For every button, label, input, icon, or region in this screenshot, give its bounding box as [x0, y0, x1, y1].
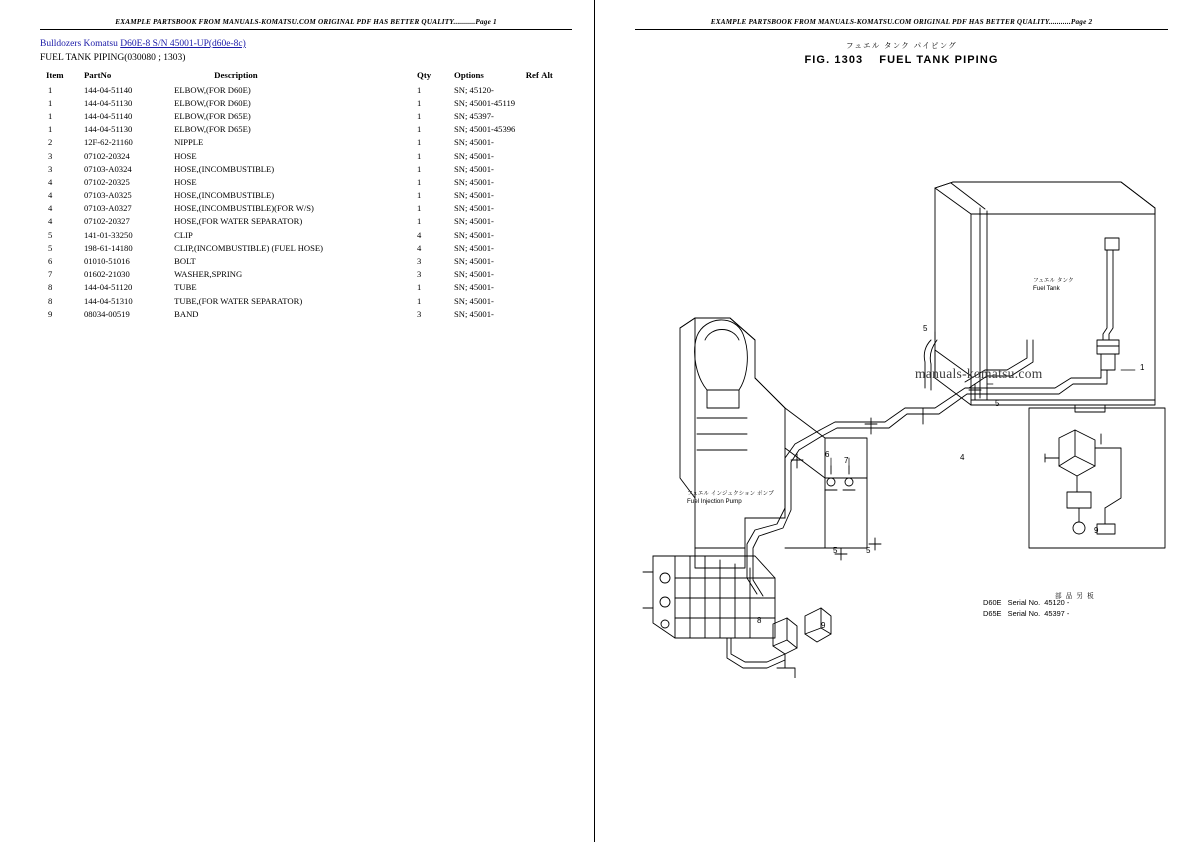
cell-options: SN; 45001-: [454, 256, 494, 267]
table-row: [40, 123, 572, 136]
cell-quantity: 1: [417, 190, 422, 201]
callout-4: 4: [960, 453, 965, 462]
parts-table: [40, 70, 572, 320]
cell-options: SN; 45001-: [454, 137, 494, 148]
callout-6: 6: [825, 450, 830, 459]
table-row: [40, 202, 572, 215]
cell-description: NIPPLE: [174, 137, 204, 148]
column-header-partno: PartNo: [83, 70, 112, 80]
header-page-number: Page 1: [475, 18, 497, 26]
cell-item: 1: [48, 110, 53, 121]
cell-options: SN; 45001-: [454, 229, 494, 240]
cell-description: HOSE,(INCOMBUSTIBLE): [174, 163, 275, 174]
table-row: [40, 294, 572, 307]
cell-item: 9: [48, 308, 53, 319]
cell-part-number: 198-61-14180: [83, 242, 133, 253]
cell-ref-alt: [526, 96, 572, 109]
cell-description: HOSE,(FOR WATER SEPARATOR): [174, 216, 303, 227]
cell-ref-alt: [526, 109, 572, 122]
header-text: EXAMPLE PARTSBOOK FROM MANUALS-KOMATSU.COM ORIGINAL PDF HAS BETTER QUALITY...........: [710, 18, 1071, 26]
serial-note-label: Serial No.: [1007, 598, 1041, 607]
cell-item: 7: [48, 269, 53, 280]
cell-part-number: 144-04-51140: [83, 84, 133, 95]
cell-options: SN; 45001-45396: [454, 124, 516, 135]
cell-item: 6: [48, 256, 53, 267]
page-header-left: [40, 18, 572, 30]
figure-number: FIG. 1303: [804, 54, 864, 66]
cell-options: SN; 45001-: [454, 190, 494, 201]
cell-part-number: 08034-00519: [83, 308, 130, 319]
cell-part-number: 144-04-51130: [83, 97, 133, 108]
cell-quantity: 3: [417, 256, 422, 267]
column-header-options: Options: [454, 70, 484, 80]
cell-quantity: 1: [417, 295, 422, 306]
cell-options: SN; 45001-: [454, 269, 494, 280]
cell-item: 4: [48, 203, 53, 214]
cell-options: SN; 45120-: [454, 84, 494, 95]
cell-part-number: 01010-51016: [83, 256, 130, 267]
table-row: [40, 254, 572, 267]
cell-item: 4: [48, 176, 53, 187]
cell-quantity: 1: [417, 216, 422, 227]
breadcrumb-prefix: Bulldozers Komatsu: [40, 39, 118, 49]
table-row: [40, 189, 572, 202]
parts-table-body: [40, 83, 572, 320]
fuel-injection-pump-label-jp: フュエル インジェクション ポンプ: [687, 491, 774, 497]
figure-title: [635, 54, 1168, 66]
cell-description: BAND: [174, 308, 199, 319]
table-row: [40, 149, 572, 162]
cell-ref-alt: [526, 268, 572, 281]
header-page-number: Page 2: [1070, 18, 1093, 26]
column-header-item: Item: [46, 70, 64, 80]
cell-part-number: 07102-20324: [83, 150, 130, 161]
callout-5-c: 5: [866, 546, 871, 555]
cell-ref-alt: [526, 254, 572, 267]
column-header-description: Description: [214, 70, 258, 80]
cell-options: SN; 45001-: [454, 216, 494, 227]
cell-description: TUBE: [174, 282, 197, 293]
callout-1: 1: [1140, 363, 1145, 372]
fuel-tank-label-en: Fuel Tank: [1033, 284, 1060, 292]
serial-note-label: Serial No.: [1007, 608, 1041, 618]
cell-part-number: 12F-62-21160: [83, 137, 133, 148]
page-header-right: [635, 18, 1168, 30]
callout-5-d: 5: [833, 546, 838, 555]
table-row: [40, 268, 572, 281]
cell-quantity: 4: [417, 229, 422, 240]
cell-ref-alt: [526, 294, 572, 307]
cell-options: SN; 45001-: [454, 282, 494, 293]
cell-item: 1: [48, 97, 53, 108]
column-header-ref-alt: Ref Alt: [525, 70, 553, 80]
cell-options: SN; 45001-: [454, 242, 494, 253]
watermark: manuals-komatsu.com: [915, 366, 1043, 381]
cell-description: WASHER,SPRING: [174, 269, 243, 280]
section-title: FUEL TANK PIPING(030080 ; 1303): [40, 53, 186, 63]
cell-options: SN; 45397-: [454, 110, 494, 121]
serial-note-model: D65E: [983, 608, 1002, 618]
cell-part-number: 07103-A0327: [83, 203, 132, 214]
table-row: [40, 307, 572, 320]
cell-item: 8: [48, 282, 53, 293]
cell-item: 4: [48, 216, 53, 227]
cell-quantity: 1: [417, 124, 422, 135]
cell-quantity: 1: [417, 137, 422, 148]
cell-item: 3: [48, 150, 53, 161]
cell-quantity: 1: [417, 97, 422, 108]
cell-options: SN; 45001-: [454, 295, 494, 306]
serial-note-value: 45120 -: [1044, 598, 1070, 607]
fuel-injection-pump-label-en: Fuel Injection Pump: [687, 497, 742, 505]
cell-part-number: 01602-21030: [83, 269, 130, 280]
cell-part-number: 07103-A0325: [83, 190, 132, 201]
table-row: [40, 83, 572, 96]
cell-ref-alt: [526, 307, 572, 320]
callout-5-a: 5: [995, 399, 1000, 408]
cell-description: HOSE: [174, 176, 197, 187]
figure-title-text: FUEL TANK PIPING: [879, 54, 999, 66]
cell-ref-alt: [526, 228, 572, 241]
figure-header: [635, 40, 1168, 66]
serial-note-model: D60E: [983, 598, 1002, 607]
cell-ref-alt: [526, 162, 572, 175]
cell-ref-alt: [526, 281, 572, 294]
callout-8: 8: [757, 616, 762, 625]
callout-9-b: 9: [1094, 526, 1099, 535]
table-row: [40, 136, 572, 149]
cell-description: CLIP,(INCOMBUSTIBLE) (FUEL HOSE): [174, 242, 324, 253]
table-row: [40, 96, 572, 109]
cell-description: HOSE: [174, 150, 197, 161]
cell-options: SN; 45001-: [454, 163, 494, 174]
cell-description: ELBOW,(FOR D60E): [174, 97, 251, 108]
cell-item: 4: [48, 190, 53, 201]
table-header-row: [40, 70, 572, 83]
cell-ref-alt: [526, 189, 572, 202]
cell-ref-alt: [526, 202, 572, 215]
serial-note-row: [983, 598, 1069, 609]
cell-description: HOSE,(INCOMBUSTIBLE): [174, 190, 275, 201]
cell-description: BOLT: [174, 256, 196, 267]
cell-description: ELBOW,(FOR D65E): [174, 110, 251, 121]
table-row: [40, 228, 572, 241]
cell-description: HOSE,(INCOMBUSTIBLE)(FOR W/S): [174, 203, 314, 214]
cell-quantity: 3: [417, 308, 422, 319]
cell-part-number: 07102-20325: [83, 176, 130, 187]
breadcrumb[interactable]: [40, 39, 572, 49]
cell-item: 5: [48, 229, 53, 240]
table-row: [40, 215, 572, 228]
cell-part-number: 144-04-51140: [83, 110, 133, 121]
cell-item: 5: [48, 242, 53, 253]
cell-ref-alt: [526, 136, 572, 149]
cell-quantity: 1: [417, 150, 422, 161]
cell-quantity: 4: [417, 242, 422, 253]
cell-quantity: 1: [417, 203, 422, 214]
cell-item: 8: [48, 295, 53, 306]
cell-ref-alt: [526, 123, 572, 136]
cell-ref-alt: [526, 149, 572, 162]
table-row: [40, 241, 572, 254]
cell-part-number: 144-04-51120: [83, 282, 133, 293]
cell-quantity: 1: [417, 163, 422, 174]
callout-9-a: 9: [821, 621, 826, 630]
cell-item: 2: [48, 137, 53, 148]
cell-description: CLIP: [174, 229, 193, 240]
fuel-injection-pump-label: [687, 491, 774, 506]
cell-description: ELBOW,(FOR D60E): [174, 84, 251, 95]
serial-notes: [983, 598, 1069, 619]
cell-options: SN; 45001-45119: [454, 97, 516, 108]
column-header-qty: Qty: [417, 70, 432, 80]
detail-label-jp: 部 品 另 板: [1055, 592, 1095, 600]
cell-description: TUBE,(FOR WATER SEPARATOR): [174, 295, 303, 306]
cell-options: SN; 45001-: [454, 308, 494, 319]
cell-quantity: 1: [417, 176, 422, 187]
cell-ref-alt: [526, 83, 572, 96]
cell-item: 1: [48, 124, 53, 135]
table-row: [40, 175, 572, 188]
cell-part-number: 144-04-51130: [83, 124, 133, 135]
table-row: [40, 162, 572, 175]
cell-quantity: 1: [417, 84, 422, 95]
cell-part-number: 07103-A0324: [83, 163, 132, 174]
breadcrumb-model-link[interactable]: D60E-8 S/N 45001-UP(d60e-8c): [120, 39, 246, 49]
table-row: [40, 109, 572, 122]
cell-options: SN; 45001-: [454, 176, 494, 187]
cell-part-number: 141-01-33250: [83, 229, 133, 240]
table-row: [40, 281, 572, 294]
cell-item: 1: [48, 84, 53, 95]
cell-quantity: 1: [417, 282, 422, 293]
cell-quantity: 1: [417, 110, 422, 121]
cell-ref-alt: [526, 215, 572, 228]
callout-7: 7: [844, 456, 849, 465]
page-right: [595, 0, 1190, 842]
cell-part-number: 144-04-51310: [83, 295, 133, 306]
cell-options: SN; 45001-: [454, 203, 494, 214]
cell-description: ELBOW,(FOR D65E): [174, 124, 251, 135]
fuel-tank-label-jp: フュエル タンク: [1033, 278, 1074, 284]
figure-drawing: [635, 78, 1168, 678]
cell-quantity: 3: [417, 269, 422, 280]
serial-note-row: [983, 609, 1069, 620]
piping-diagram-svg: [635, 78, 1190, 678]
fuel-tank-label: [1033, 278, 1074, 293]
serial-note-value: 45397 -: [1044, 608, 1070, 618]
cell-part-number: 07102-20327: [83, 216, 130, 227]
callout-5-b: 5: [923, 324, 928, 333]
cell-options: SN; 45001-: [454, 150, 494, 161]
header-text: EXAMPLE PARTSBOOK FROM MANUALS-KOMATSU.COM ORIGINAL PDF HAS BETTER QUALITY...........: [115, 18, 476, 26]
figure-title-japanese: フュエル タンク パイピング: [846, 41, 957, 50]
cell-ref-alt: [526, 175, 572, 188]
cell-item: 3: [48, 163, 53, 174]
cell-ref-alt: [526, 241, 572, 254]
